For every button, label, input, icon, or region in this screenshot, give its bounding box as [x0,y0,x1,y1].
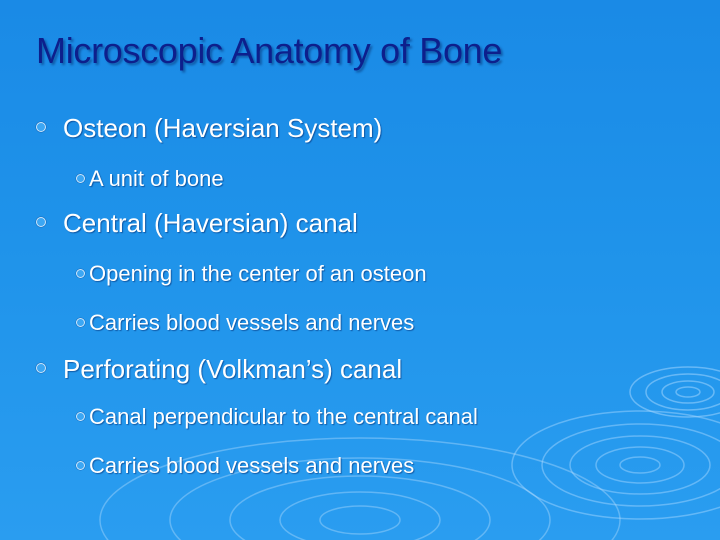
bullet-text: Central (Haversian) canal [63,208,358,238]
slide-title: Microscopic Anatomy of Bone [36,30,503,71]
sub-bullet-carries-2 [76,453,414,479]
bullet-osteon [36,113,382,144]
bullet-dot-icon [76,174,85,183]
bullet-central-canal [36,208,358,239]
sub-bullet-opening [76,261,427,287]
bullet-dot-icon [36,122,46,132]
bullet-dot-icon [76,269,85,278]
bullet-text: A unit of bone [89,166,224,191]
bullet-text: Osteon (Haversian System) [63,113,383,143]
bullet-dot-icon [76,318,85,327]
bullet-text: Carries blood vessels and nerves [89,310,415,335]
bullet-perforating-canal [36,354,402,385]
sub-bullet-perpendicular [76,404,478,430]
bullet-text: Canal perpendicular to the central canal [89,404,478,429]
bullet-dot-icon [36,217,46,227]
sub-bullet-unit-of-bone [76,166,224,192]
bullet-dot-icon [36,363,46,373]
bullet-dot-icon [76,412,85,421]
bullet-text: Carries blood vessels and nerves [89,453,415,478]
bullet-dot-icon [76,461,85,470]
sub-bullet-carries-1 [76,310,414,336]
bullet-text: Opening in the center of an osteon [89,261,427,286]
bullet-text: Perforating (Volkman’s) canal [63,354,403,384]
